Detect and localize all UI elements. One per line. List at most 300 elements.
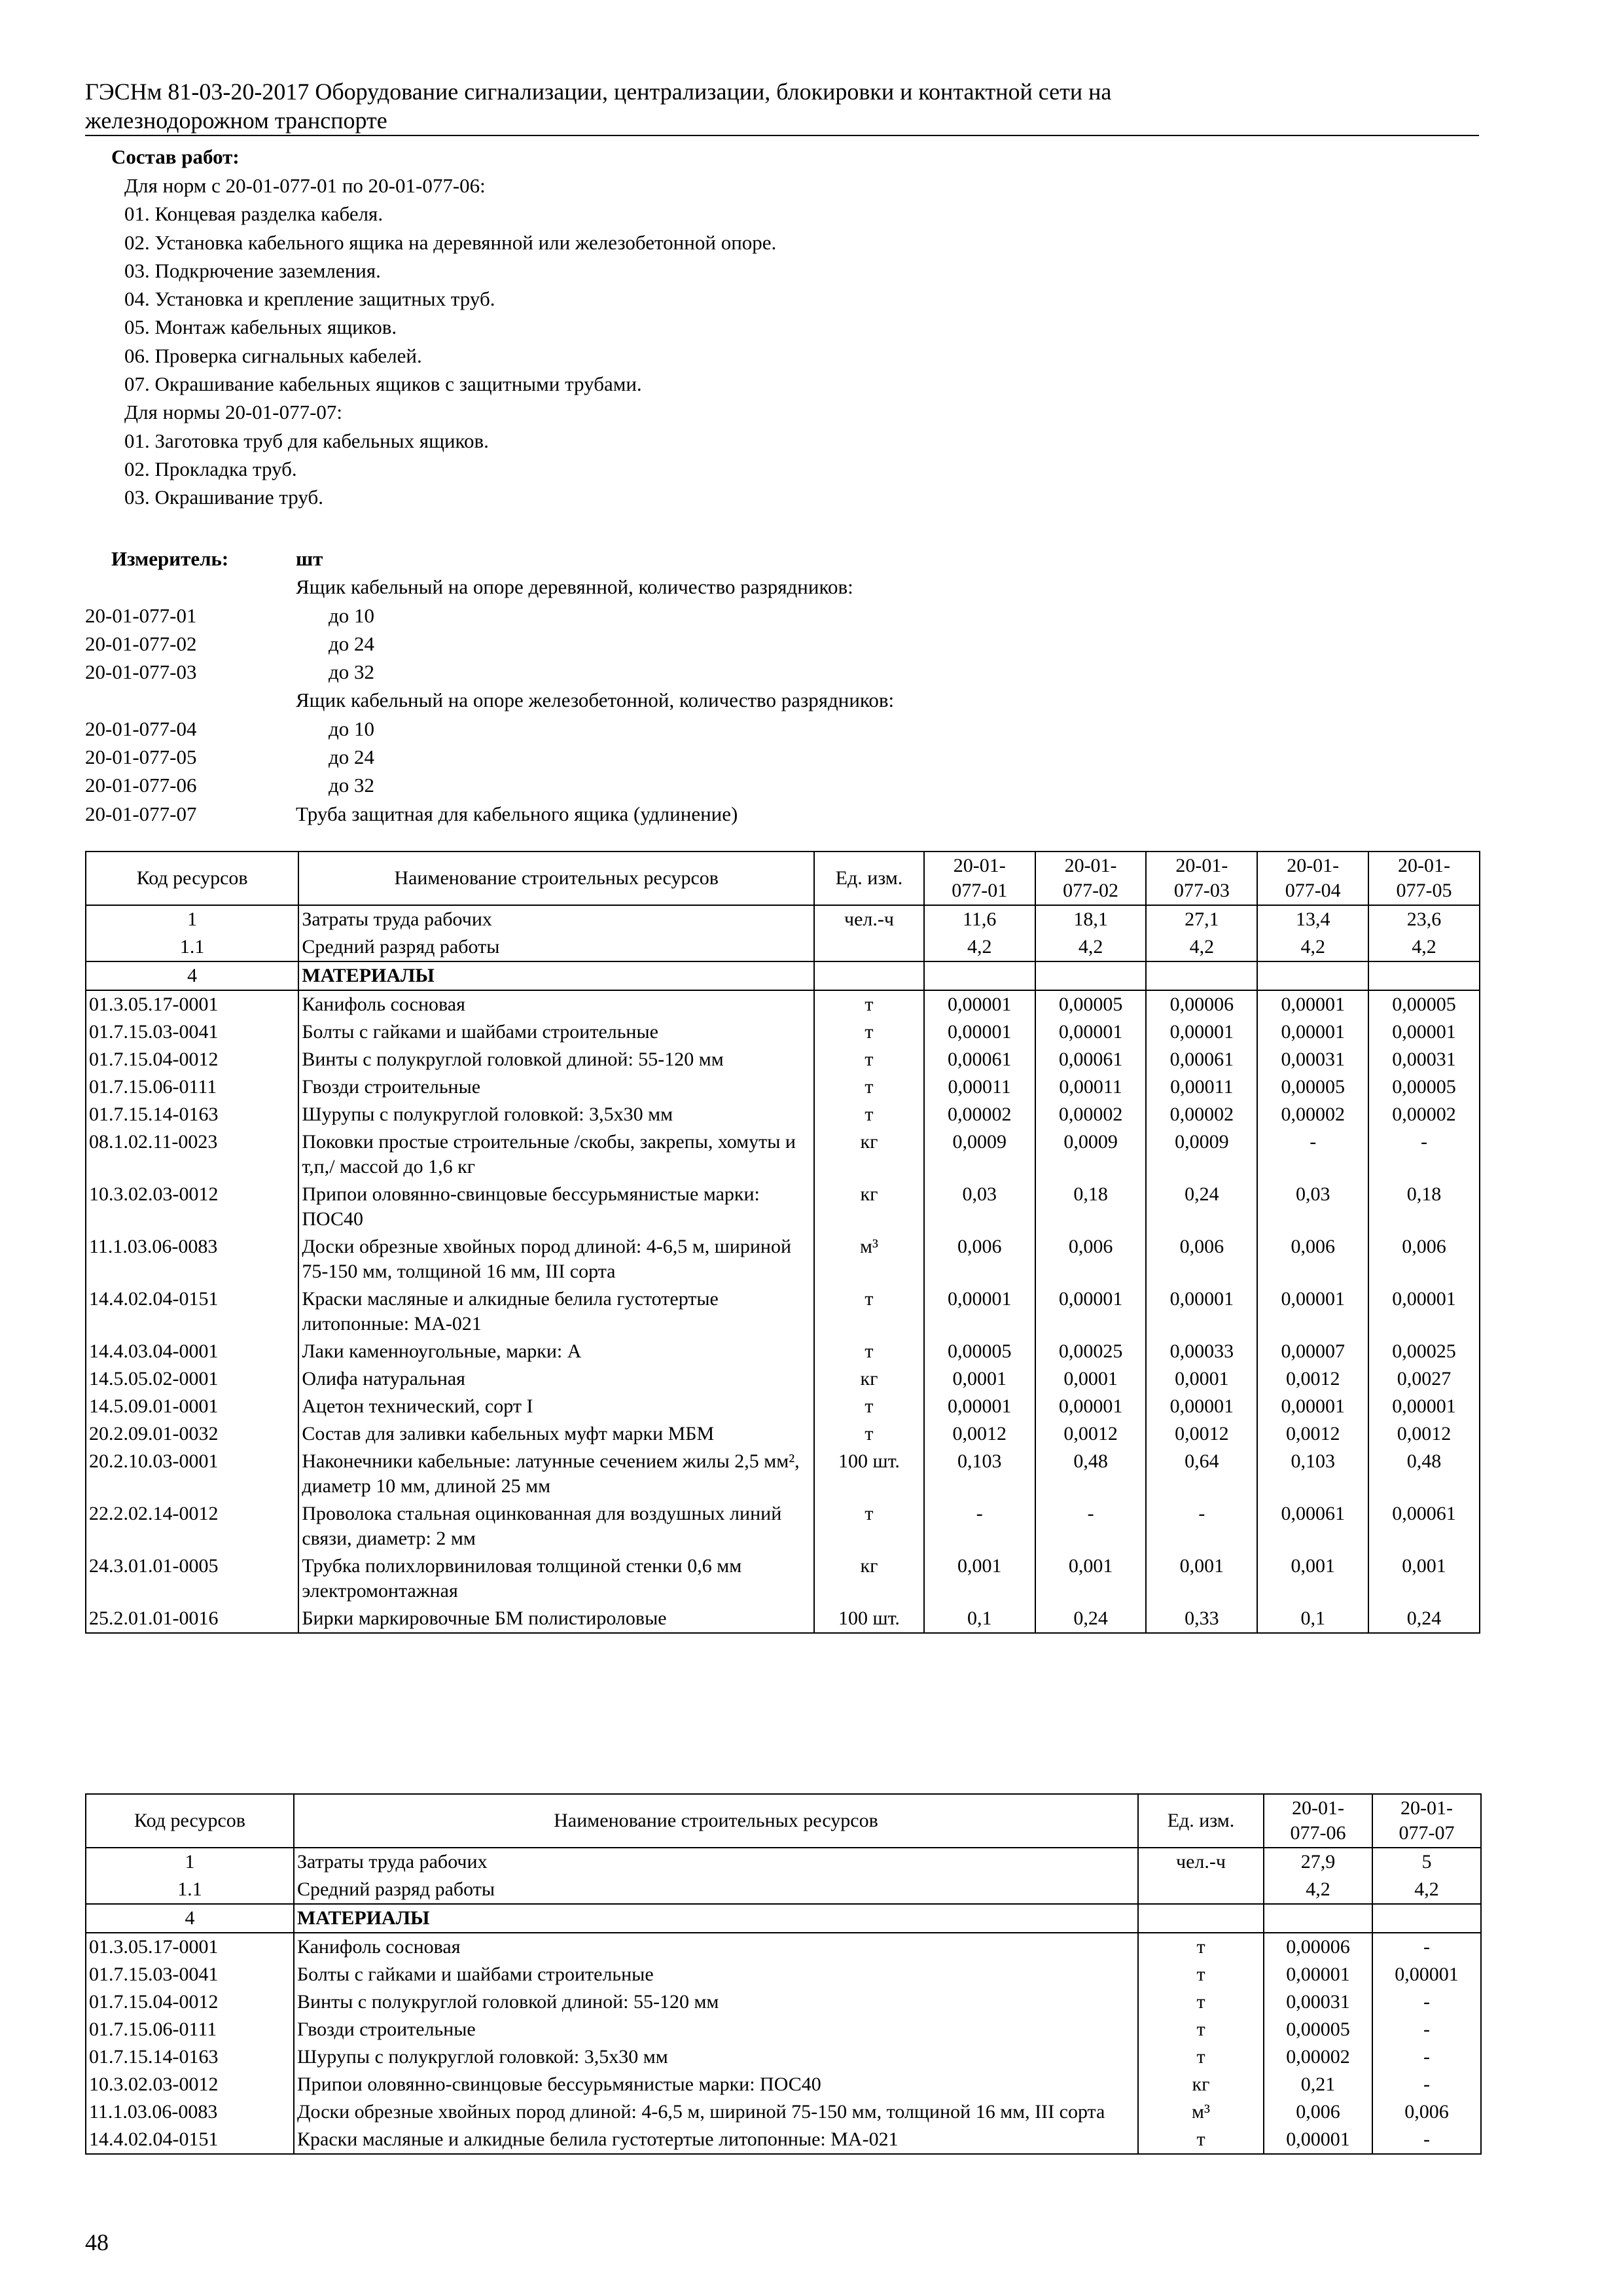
table-row (86, 1904, 1481, 1933)
table-header-row (86, 1794, 1481, 1848)
resource-value: 0,00002 (1257, 1101, 1368, 1128)
resource-value: 0,006 (1368, 1233, 1480, 1285)
col-header-unit: Ед. изм. (1138, 1794, 1264, 1848)
resource-value: 23,6 (1368, 905, 1480, 933)
work-step: Для норм с 20-01-077-01 по 20-01-077-06: (124, 174, 486, 197)
resource-name: Затраты труда рабочих (298, 905, 814, 933)
resource-value: 4,2 (1372, 1876, 1481, 1904)
resource-value: 0,00001 (1146, 1393, 1257, 1420)
col-header-norm: 20-01- 077-06 (1264, 1794, 1372, 1848)
resource-value: 0,00001 (924, 1393, 1035, 1420)
resource-value: 0,48 (1035, 1448, 1147, 1500)
resource-value: 0,1 (1257, 1605, 1368, 1633)
resource-value: 0,00001 (1146, 1018, 1257, 1046)
work-step: 05. Монтаж кабельных ящиков. (124, 315, 397, 339)
col-header-name: Наименование строительных ресурсов (298, 852, 814, 905)
resource-value: 0,0012 (1368, 1420, 1480, 1448)
work-composition-title: Состав работ: (111, 145, 240, 168)
resource-code: 20.2.10.03-0001 (86, 1448, 298, 1500)
resource-name: Затраты труда рабочих (294, 1848, 1138, 1876)
table-row (86, 1073, 1480, 1101)
resource-code: 01.7.15.06-0111 (86, 2016, 294, 2043)
resource-value: 0,0027 (1368, 1365, 1480, 1393)
resource-value: 0,00001 (1368, 1018, 1480, 1046)
resource-value: 0,00011 (1146, 1073, 1257, 1101)
work-composition (85, 143, 1459, 512)
resource-value: 0,00002 (1146, 1101, 1257, 1128)
document-header (85, 77, 1479, 136)
norm-description: до 24 (329, 745, 375, 769)
resource-value (1257, 961, 1368, 990)
resource-value: - (1372, 2043, 1481, 2071)
measure-norm-row (85, 743, 1459, 771)
resource-unit: чел.-ч (814, 905, 924, 933)
resource-code: 01.7.15.04-0012 (86, 1988, 294, 2016)
resource-value: - (1372, 2126, 1481, 2154)
table-row (86, 1933, 1481, 1961)
col-header-norm: 20-01- 077-04 (1257, 852, 1368, 905)
resource-code: 01.7.15.06-0111 (86, 1073, 298, 1101)
resource-value (1368, 961, 1480, 990)
resource-value: - (1372, 1988, 1481, 2016)
resource-value: 0,00002 (1035, 1101, 1147, 1128)
table-row (86, 1552, 1480, 1605)
table-row (86, 1233, 1480, 1285)
resource-value: 0,103 (1257, 1448, 1368, 1500)
resource-value: 4,2 (1035, 933, 1147, 961)
resource-unit: т (1138, 1988, 1264, 2016)
resource-value: 0,00002 (924, 1101, 1035, 1128)
table-header-row (86, 852, 1480, 905)
resource-unit: т (1138, 1933, 1264, 1961)
norm-code: 20-01-077-07 (85, 802, 197, 825)
resource-value: 18,1 (1035, 905, 1147, 933)
resource-name: Болты с гайками и шайбами строительные (298, 1018, 814, 1046)
resource-code: 01.7.15.03-0041 (86, 1018, 298, 1046)
resource-unit: т (1138, 2016, 1264, 2043)
resource-code: 01.7.15.14-0163 (86, 1101, 298, 1128)
resource-value: - (1372, 1933, 1481, 1961)
resource-value: 0,00001 (1146, 1285, 1257, 1338)
header-title-line-1: ГЭСНм 81-03-20-2017 Оборудование сигнализации, централизации, блокировки и контактной сети на (85, 79, 1112, 105)
norm-code: 20-01-077-01 (85, 603, 197, 627)
resource-value: 0,00001 (1257, 1018, 1368, 1046)
resource-value: 0,00001 (1264, 2126, 1372, 2154)
resource-value: 0,006 (1146, 1233, 1257, 1285)
resource-value: 0,00002 (1368, 1101, 1480, 1128)
resource-value (924, 961, 1035, 990)
measure-norm-row (85, 771, 1459, 799)
resource-value: 0,03 (924, 1181, 1035, 1233)
resource-value: 0,00001 (1368, 1285, 1480, 1338)
resource-value: 5 (1372, 1848, 1481, 1876)
resource-unit: т (814, 1393, 924, 1420)
resources-table-2 (85, 1793, 1482, 2155)
resource-unit: т (1138, 1961, 1264, 1988)
resource-value: 0,00001 (924, 1018, 1035, 1046)
resource-value: - (1146, 1500, 1257, 1552)
table-row (86, 1181, 1480, 1233)
resource-value: 27,9 (1264, 1848, 1372, 1876)
resource-value: 0,0012 (1146, 1420, 1257, 1448)
resource-code: 1.1 (86, 1876, 294, 1904)
resource-value: 0,00001 (1257, 1393, 1368, 1420)
resource-unit: т (814, 1101, 924, 1128)
resource-name: Канифоль сосновая (298, 990, 814, 1018)
table-row (86, 1393, 1480, 1420)
resource-name: Состав для заливки кабельных муфт марки МБМ (298, 1420, 814, 1448)
work-step: Для нормы 20-01-077-07: (124, 401, 343, 424)
resource-code: 01.3.05.17-0001 (86, 990, 298, 1018)
resource-value: 27,1 (1146, 905, 1257, 933)
resource-value: 0,0012 (1257, 1365, 1368, 1393)
resource-value: 4,2 (1368, 933, 1480, 961)
resource-unit: кг (814, 1128, 924, 1181)
measure-group-row (85, 573, 1459, 601)
work-step: 03. Подкрючение заземления. (124, 259, 381, 282)
resource-name: Винты с полукруглой головкой длиной: 55-120 мм (294, 1988, 1138, 2016)
resource-unit: т (814, 1073, 924, 1101)
resource-code: 11.1.03.06-0083 (86, 2098, 294, 2126)
resource-value: 0,00061 (1035, 1046, 1147, 1073)
resource-value: 0,03 (1257, 1181, 1368, 1233)
resource-value: 4,2 (1257, 933, 1368, 961)
table-row (86, 1448, 1480, 1500)
resource-name: Доски обрезные хвойных пород длиной: 4-6,5 м, шириной 75-150 мм, толщиной 16 мм, III сорта (298, 1233, 814, 1285)
work-step: 07. Окрашивание кабельных ящиков с защитными трубами. (124, 372, 642, 396)
table-row (86, 2043, 1481, 2071)
resource-value: 11,6 (924, 905, 1035, 933)
table-row (86, 1876, 1481, 1904)
resource-name: Краски масляные и алкидные белила густотертые литопонные: МА-021 (298, 1285, 814, 1338)
col-header-norm: 20-01- 077-07 (1372, 1794, 1481, 1848)
resource-value: 0,0009 (1146, 1128, 1257, 1181)
norm-description: до 10 (329, 603, 375, 627)
resource-value: 0,00001 (1257, 1285, 1368, 1338)
resource-name: МАТЕРИАЛЫ (298, 961, 814, 990)
table-row (86, 1018, 1480, 1046)
resource-unit (814, 961, 924, 990)
resource-code: 24.3.01.01-0005 (86, 1552, 298, 1605)
col-header-unit: Ед. изм. (814, 852, 924, 905)
resource-value: 0,00001 (1264, 1961, 1372, 1988)
resource-code: 01.3.05.17-0001 (86, 1933, 294, 1961)
measure-group-row (85, 686, 1459, 714)
measure-norm-row (85, 658, 1459, 686)
table-row (86, 1605, 1480, 1633)
resource-unit: кг (1138, 2071, 1264, 2098)
col-header-norm: 20-01- 077-02 (1035, 852, 1147, 905)
resource-value (1372, 1904, 1481, 1933)
table-row (86, 1848, 1481, 1876)
resource-unit (1138, 1876, 1264, 1904)
resource-value: 4,2 (924, 933, 1035, 961)
resource-value: 0,006 (1372, 2098, 1481, 2126)
resource-value: 4,2 (1264, 1876, 1372, 1904)
resource-unit: т (814, 990, 924, 1018)
resource-value: 0,0001 (1146, 1365, 1257, 1393)
resource-code: 14.5.05.02-0001 (86, 1365, 298, 1393)
resource-value: 0,24 (1368, 1605, 1480, 1633)
resource-value: 0,00001 (1368, 1393, 1480, 1420)
col-header-norm: 20-01- 077-05 (1368, 852, 1480, 905)
resource-unit: 100 шт. (814, 1448, 924, 1500)
resource-value: 0,001 (1035, 1552, 1147, 1605)
col-header-code: Код ресурсов (86, 852, 298, 905)
resource-value: 4,2 (1146, 933, 1257, 961)
measure-norm-row (85, 715, 1459, 743)
resource-name: Канифоль сосновая (294, 1933, 1138, 1961)
resource-code: 11.1.03.06-0083 (86, 1233, 298, 1285)
col-header-name: Наименование строительных ресурсов (294, 1794, 1138, 1848)
resource-value: 0,00025 (1035, 1338, 1147, 1365)
resource-value: 0,00031 (1264, 1988, 1372, 2016)
table-row (86, 2016, 1481, 2043)
resource-value: 0,0012 (1035, 1420, 1147, 1448)
resource-value: 0,21 (1264, 2071, 1372, 2098)
resource-value: 0,00005 (1035, 990, 1147, 1018)
resource-value: - (1368, 1128, 1480, 1181)
resource-unit: т (814, 1338, 924, 1365)
resource-value: 0,00001 (924, 1285, 1035, 1338)
resource-value: 0,001 (924, 1552, 1035, 1605)
col-header-code: Код ресурсов (86, 1794, 294, 1848)
norm-description: до 32 (329, 660, 375, 684)
resource-value: 0,0001 (924, 1365, 1035, 1393)
resource-unit (1138, 1904, 1264, 1933)
resource-code: 14.4.03.04-0001 (86, 1338, 298, 1365)
resource-code: 25.2.01.01-0016 (86, 1605, 298, 1633)
resource-unit: чел.-ч (1138, 1848, 1264, 1876)
resource-value (1264, 1904, 1372, 1933)
table-row (86, 2071, 1481, 2098)
table-row (86, 905, 1480, 933)
resource-code: 08.1.02.11-0023 (86, 1128, 298, 1181)
table-row (86, 1046, 1480, 1073)
resource-value: 0,00025 (1368, 1338, 1480, 1365)
resource-code: 14.5.09.01-0001 (86, 1393, 298, 1420)
resource-value: 13,4 (1257, 905, 1368, 933)
resource-name: Средний разряд работы (294, 1876, 1138, 1904)
col-header-norm: 20-01- 077-01 (924, 852, 1035, 905)
table-row (86, 1285, 1480, 1338)
resource-name: МАТЕРИАЛЫ (294, 1904, 1138, 1933)
resource-code: 01.7.15.04-0012 (86, 1046, 298, 1073)
table-row (86, 2098, 1481, 2126)
resource-value: 0,001 (1146, 1552, 1257, 1605)
resource-value: 0,0001 (1035, 1365, 1147, 1393)
resource-code: 4 (86, 1904, 294, 1933)
norm-code: 20-01-077-05 (85, 745, 197, 769)
resource-value: 0,0012 (1257, 1420, 1368, 1448)
work-step: 01. Концевая разделка кабеля. (124, 202, 383, 226)
resource-value: 0,00005 (924, 1338, 1035, 1365)
table-row (86, 1365, 1480, 1393)
resource-value: 0,00031 (1368, 1046, 1480, 1073)
resource-value: 0,00005 (1257, 1073, 1368, 1101)
resource-code: 22.2.02.14-0012 (86, 1500, 298, 1552)
resource-unit (814, 933, 924, 961)
table-row (86, 1101, 1480, 1128)
resource-value: - (1372, 2071, 1481, 2098)
resource-value: 0,00002 (1264, 2043, 1372, 2071)
resource-name: Гвозди строительные (298, 1073, 814, 1101)
resource-value: 0,48 (1368, 1448, 1480, 1500)
norm-code: 20-01-077-04 (85, 717, 197, 740)
resource-code: 10.3.02.03-0012 (86, 2071, 294, 2098)
resource-value: 0,00005 (1368, 990, 1480, 1018)
resource-name: Средний разряд работы (298, 933, 814, 961)
norm-code: 20-01-077-06 (85, 774, 197, 797)
resource-value: 0,00033 (1146, 1338, 1257, 1365)
table-row (86, 933, 1480, 961)
resource-value: 0,18 (1035, 1181, 1147, 1233)
resource-value: 0,00005 (1368, 1073, 1480, 1101)
table-row (86, 1128, 1480, 1181)
resource-name: Краски масляные и алкидные белила густотертые литопонные: МА-021 (294, 2126, 1138, 2154)
resource-unit: т (814, 1500, 924, 1552)
resource-code: 01.7.15.03-0041 (86, 1961, 294, 1988)
resource-code: 14.4.02.04-0151 (86, 2126, 294, 2154)
resource-name: Бирки маркировочные БМ полистироловые (298, 1605, 814, 1633)
work-step: 01. Заготовка труб для кабельных ящиков. (124, 429, 489, 452)
resource-value: 0,64 (1146, 1448, 1257, 1500)
page-number: 48 (85, 2229, 109, 2255)
norm-code: 20-01-077-02 (85, 632, 197, 655)
resource-value: 0,1 (924, 1605, 1035, 1633)
resource-value: 0,00001 (1035, 1393, 1147, 1420)
resource-value (1035, 961, 1147, 990)
resource-value: 0,001 (1257, 1552, 1368, 1605)
table-row (86, 1420, 1480, 1448)
resource-name: Гвозди строительные (294, 2016, 1138, 2043)
resource-code: 1 (86, 1848, 294, 1876)
work-step: 04. Установка и крепление защитных труб. (124, 287, 495, 311)
resource-value: 0,00001 (924, 990, 1035, 1018)
resource-name: Проволока стальная оцинкованная для воздушных линий связи, диаметр: 2 мм (298, 1500, 814, 1552)
resources-table-1 (85, 851, 1480, 1634)
table-row (86, 1988, 1481, 2016)
resource-unit: т (1138, 2043, 1264, 2071)
resource-value: 0,006 (924, 1233, 1035, 1285)
resource-value: 0,006 (1264, 2098, 1372, 2126)
measure-norm-row (85, 601, 1459, 630)
resource-value: 0,00011 (1035, 1073, 1147, 1101)
resource-value: 0,00001 (1372, 1961, 1481, 1988)
resource-name: Припои оловянно-свинцовые бессурьмянистые марки: ПОС40 (294, 2071, 1138, 2098)
resource-value: 0,0009 (1035, 1128, 1147, 1181)
resource-unit: т (814, 1018, 924, 1046)
resource-name: Шурупы с полукруглой головкой: 3,5х30 мм (294, 2043, 1138, 2071)
resource-value: 0,00006 (1146, 990, 1257, 1018)
table-row (86, 1500, 1480, 1552)
resource-value: 0,24 (1146, 1181, 1257, 1233)
resource-name: Поковки простые строительные /скобы, закрепы, хомуты и т,п,/ массой до 1,6 кг (298, 1128, 814, 1181)
resource-code: 10.3.02.03-0012 (86, 1181, 298, 1233)
resource-value: 0,00061 (1368, 1500, 1480, 1552)
resource-value: 0,103 (924, 1448, 1035, 1500)
table-body (86, 1848, 1481, 2154)
resource-value: 0,00031 (1257, 1046, 1368, 1073)
resource-unit: т (814, 1285, 924, 1338)
table-row (86, 990, 1480, 1018)
resource-value: 0,00061 (924, 1046, 1035, 1073)
resource-value: - (1372, 2016, 1481, 2043)
header-title-line-2: железнодорожном транспорте (85, 107, 387, 134)
norm-code: 20-01-077-03 (85, 660, 197, 684)
norm-description: до 10 (329, 717, 375, 740)
resource-unit: т (1138, 2126, 1264, 2154)
resource-value: 0,00011 (924, 1073, 1035, 1101)
resource-name: Винты с полукруглой головкой длиной: 55-120 мм (298, 1046, 814, 1073)
resource-code: 1 (86, 905, 298, 933)
resource-unit: м³ (814, 1233, 924, 1285)
resource-value: 0,00005 (1264, 2016, 1372, 2043)
measure-group-title: Ящик кабельный на опоре деревянной, количество разрядников: (296, 575, 853, 599)
measure-unit: шт (296, 547, 323, 570)
resource-unit: кг (814, 1365, 924, 1393)
resource-code: 20.2.09.01-0032 (86, 1420, 298, 1448)
resource-unit: 100 шт. (814, 1605, 924, 1633)
resource-value: 0,00007 (1257, 1338, 1368, 1365)
resource-name: Шурупы с полукруглой головкой: 3,5х30 мм (298, 1101, 814, 1128)
resource-unit: кг (814, 1552, 924, 1605)
resource-value: 0,001 (1368, 1552, 1480, 1605)
table-row (86, 1961, 1481, 1988)
resource-value: - (924, 1500, 1035, 1552)
resource-name: Наконечники кабельные: латунные сечением жилы 2,5 мм², диаметр 10 мм, длиной 25 мм (298, 1448, 814, 1500)
resource-name: Ацетон технический, сорт I (298, 1393, 814, 1420)
work-step: 02. Установка кабельного ящика на деревянной или железобетонной опоре. (124, 230, 777, 254)
resource-value: 0,006 (1035, 1233, 1147, 1285)
measure-norm-row (85, 630, 1459, 658)
resource-name: Доски обрезные хвойных пород длиной: 4-6,5 м, шириной 75-150 мм, толщиной 16 мм, III сорта (294, 2098, 1138, 2126)
resource-code: 4 (86, 961, 298, 990)
resource-code: 14.4.02.04-0151 (86, 1285, 298, 1338)
norm-description: до 24 (329, 632, 375, 655)
resource-name: Трубка полихлорвиниловая толщиной стенки 0,6 мм электромонтажная (298, 1552, 814, 1605)
resource-value: 0,18 (1368, 1181, 1480, 1233)
resource-value: 0,00061 (1146, 1046, 1257, 1073)
norm-description: Труба защитная для кабельного ящика (удлинение) (296, 802, 738, 825)
resource-value: 0,00001 (1257, 990, 1368, 1018)
table-row (86, 2126, 1481, 2154)
measure-group-title: Ящик кабельный на опоре железобетонной, количество разрядников: (296, 689, 895, 712)
resource-unit: кг (814, 1181, 924, 1233)
resource-value: 0,24 (1035, 1605, 1147, 1633)
resource-code: 01.7.15.14-0163 (86, 2043, 294, 2071)
measure-header-row (85, 545, 1459, 573)
work-step: 02. Прокладка труб. (124, 457, 297, 480)
resource-value: 0,00001 (1035, 1018, 1147, 1046)
measure-section (85, 545, 1459, 828)
resource-value: 0,00061 (1257, 1500, 1368, 1552)
resource-name: Болты с гайками и шайбами строительные (294, 1961, 1138, 1988)
resource-value (1146, 961, 1257, 990)
table-row (86, 961, 1480, 990)
resource-unit: м³ (1138, 2098, 1264, 2126)
table-body (86, 905, 1480, 1633)
resource-value: - (1257, 1128, 1368, 1181)
resource-unit: т (814, 1046, 924, 1073)
measure-label: Измеритель: (111, 547, 229, 570)
table-row (86, 1338, 1480, 1365)
resource-value: 0,0009 (924, 1128, 1035, 1181)
resource-name: Олифа натуральная (298, 1365, 814, 1393)
resource-value: 0,00006 (1264, 1933, 1372, 1961)
resource-value: 0,33 (1146, 1605, 1257, 1633)
resource-value: - (1035, 1500, 1147, 1552)
